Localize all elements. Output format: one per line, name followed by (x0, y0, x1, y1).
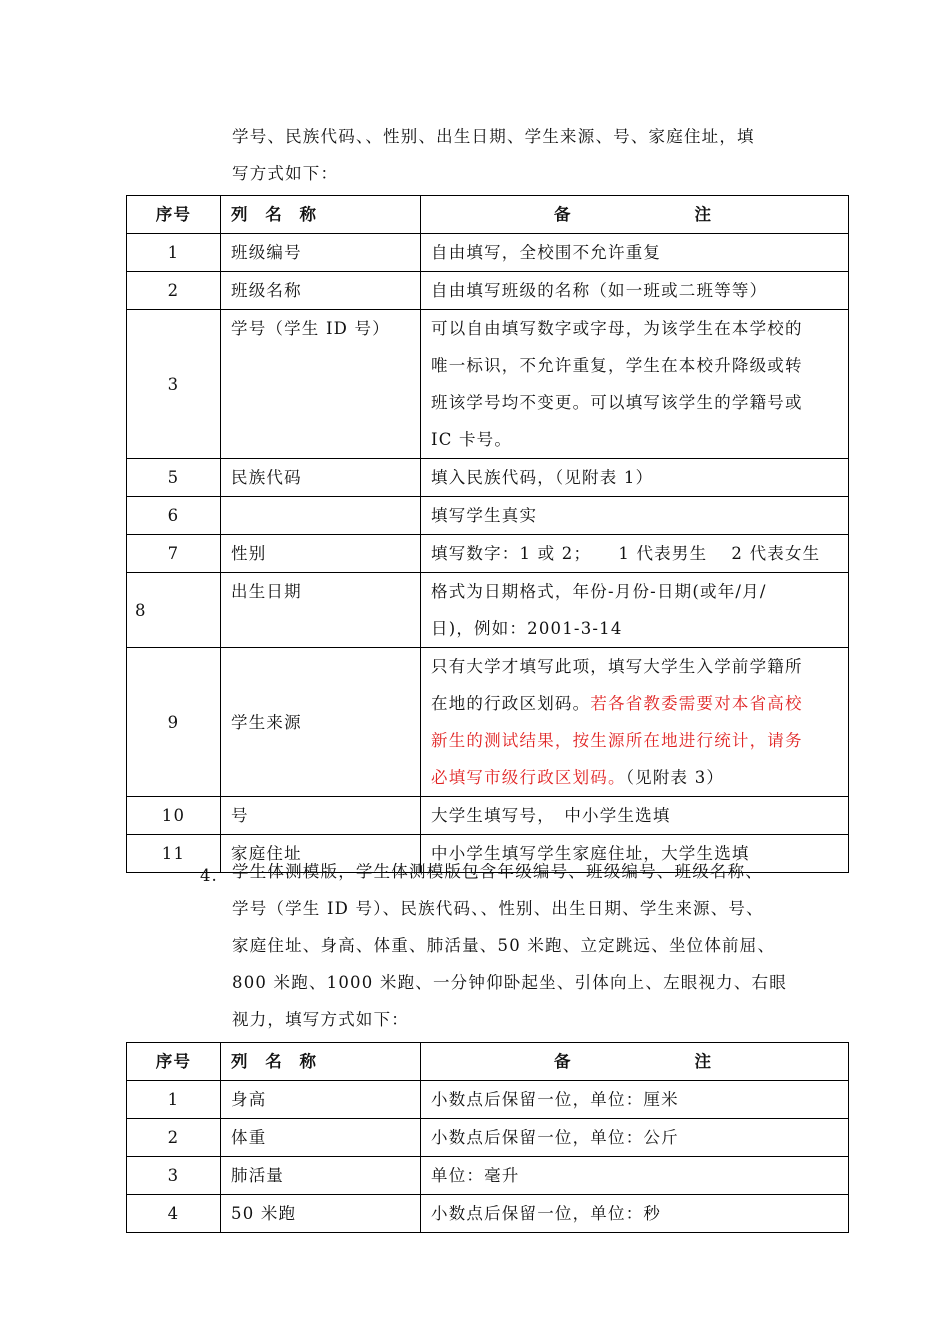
table-header-row (127, 1043, 849, 1081)
row-name: 出生日期 (221, 573, 421, 648)
row-seq: 3 (127, 1157, 221, 1195)
header-name: 列 名 称 (221, 1043, 421, 1081)
row-note: 小数点后保留一位，单位：厘米 (421, 1081, 849, 1119)
field-table-1 (126, 195, 849, 873)
table-row (127, 1119, 849, 1157)
row-note: 填写数字：1 或 2； 1 代表男生 2 代表女生 (421, 535, 849, 573)
row-seq: 3 (127, 310, 221, 459)
row-name: 班级编号 (221, 234, 421, 272)
row-note: 可以自由填写数字或字母，为该学生在本学校的 唯一标识，不允许重复，学生在本校升降级或转 班该学号均不变更。可以填写该学生的学籍号或 IC 卡号。 (421, 310, 849, 459)
section-line: 家庭住址、身高、体重、肺活量、50 米跑、立定跳远、坐位体前屈、 (232, 936, 776, 955)
row-name (221, 497, 421, 535)
row-note: 小数点后保留一位，单位：秒 (421, 1195, 849, 1233)
row-name: 学号（学生 ID 号） (221, 310, 421, 459)
table-row (127, 797, 849, 835)
table-row (127, 1157, 849, 1195)
row-seq: 6 (127, 497, 221, 535)
table-row (127, 497, 849, 535)
intro-line: 学号、民族代码、、性别、出生日期、学生来源、号、家庭住址，填 (232, 127, 755, 146)
section-line: 视力，填写方式如下： (232, 1010, 409, 1029)
table-row (127, 272, 849, 310)
row-name: 家庭住址 (221, 835, 421, 873)
table-row (127, 573, 849, 648)
header-seq: 序号 (127, 1043, 221, 1081)
header-name: 列 名 称 (221, 196, 421, 234)
section-line: 学号（学生 ID 号）、民族代码、、性别、出生日期、学生来源、号、 (232, 899, 764, 918)
row-note: 填写学生真实 (421, 497, 849, 535)
row-seq: 1 (127, 1081, 221, 1119)
row-note: 格式为日期格式，年份-月份-日期(或年/月/ 日)，例如：2001-3-14 (421, 573, 849, 648)
row-seq: 1 (127, 234, 221, 272)
section-line: 800 米跑、1000 米跑、一分钟仰卧起坐、引体向上、左眼视力、右眼 (232, 973, 787, 992)
row-seq: 4 (127, 1195, 221, 1233)
table-row (127, 1195, 849, 1233)
row-name: 身高 (221, 1081, 421, 1119)
table-header-row (127, 196, 849, 234)
table-row (127, 648, 849, 797)
row-seq: 5 (127, 459, 221, 497)
row-note: 大学生填写号， 中小学生选填 (421, 797, 849, 835)
row-note: 只有大学才填写此项，填写大学生入学前学籍所 在地的行政区划码。若各省教委需要对本省高校 新生的测试结果，按生源所在地进行统计，请务 必填写市级行政区划码。（见附表 3） (421, 648, 849, 797)
row-seq: 7 (127, 535, 221, 573)
row-note: 填入民族代码，（见附表 1） (421, 459, 849, 497)
row-name: 号 (221, 797, 421, 835)
row-name: 性别 (221, 535, 421, 573)
highlight-red-text: 若各省教委需要对本省高校 (590, 694, 803, 713)
table-row (127, 459, 849, 497)
row-note: 自由填写班级的名称（如一班或二班等等） (421, 272, 849, 310)
row-name: 学生来源 (221, 648, 421, 797)
field-table-2 (126, 1042, 849, 1233)
row-name: 肺活量 (221, 1157, 421, 1195)
row-name: 班级名称 (221, 272, 421, 310)
row-seq: 11 (127, 835, 221, 873)
table-row (127, 310, 849, 459)
intro-line: 写方式如下： (232, 164, 339, 183)
highlight-red-text: 必填写市级行政区划码。 (431, 768, 626, 787)
row-name: 50 米跑 (221, 1195, 421, 1233)
header-seq: 序号 (127, 196, 221, 234)
table-row (127, 234, 849, 272)
row-name: 体重 (221, 1119, 421, 1157)
header-note: 备 注 (421, 1043, 849, 1081)
section-number: 4. (200, 866, 218, 885)
row-note: 单位：毫升 (421, 1157, 849, 1195)
row-note: 中小学生填写学生家庭住址，大学生选填 (421, 835, 849, 873)
highlight-red-text: 新生的测试结果，按生源所在地进行统计，请务 (431, 731, 803, 750)
row-seq: 2 (127, 1119, 221, 1157)
table-row (127, 1081, 849, 1119)
row-note: 自由填写，全校围不允许重复 (421, 234, 849, 272)
row-name: 民族代码 (221, 459, 421, 497)
section-4-paragraph (232, 853, 832, 1038)
row-seq: 2 (127, 272, 221, 310)
section-line: 学生体测模版，学生体测模版包含年级编号、班级编号、班级名称、 (232, 862, 763, 881)
row-seq: 9 (127, 648, 221, 797)
table-row (127, 535, 849, 573)
row-seq: 10 (127, 797, 221, 835)
row-note: 小数点后保留一位，单位：公斤 (421, 1119, 849, 1157)
intro-paragraph (232, 118, 832, 192)
header-note: 备 注 (421, 196, 849, 234)
row-seq: 8 (127, 573, 221, 648)
